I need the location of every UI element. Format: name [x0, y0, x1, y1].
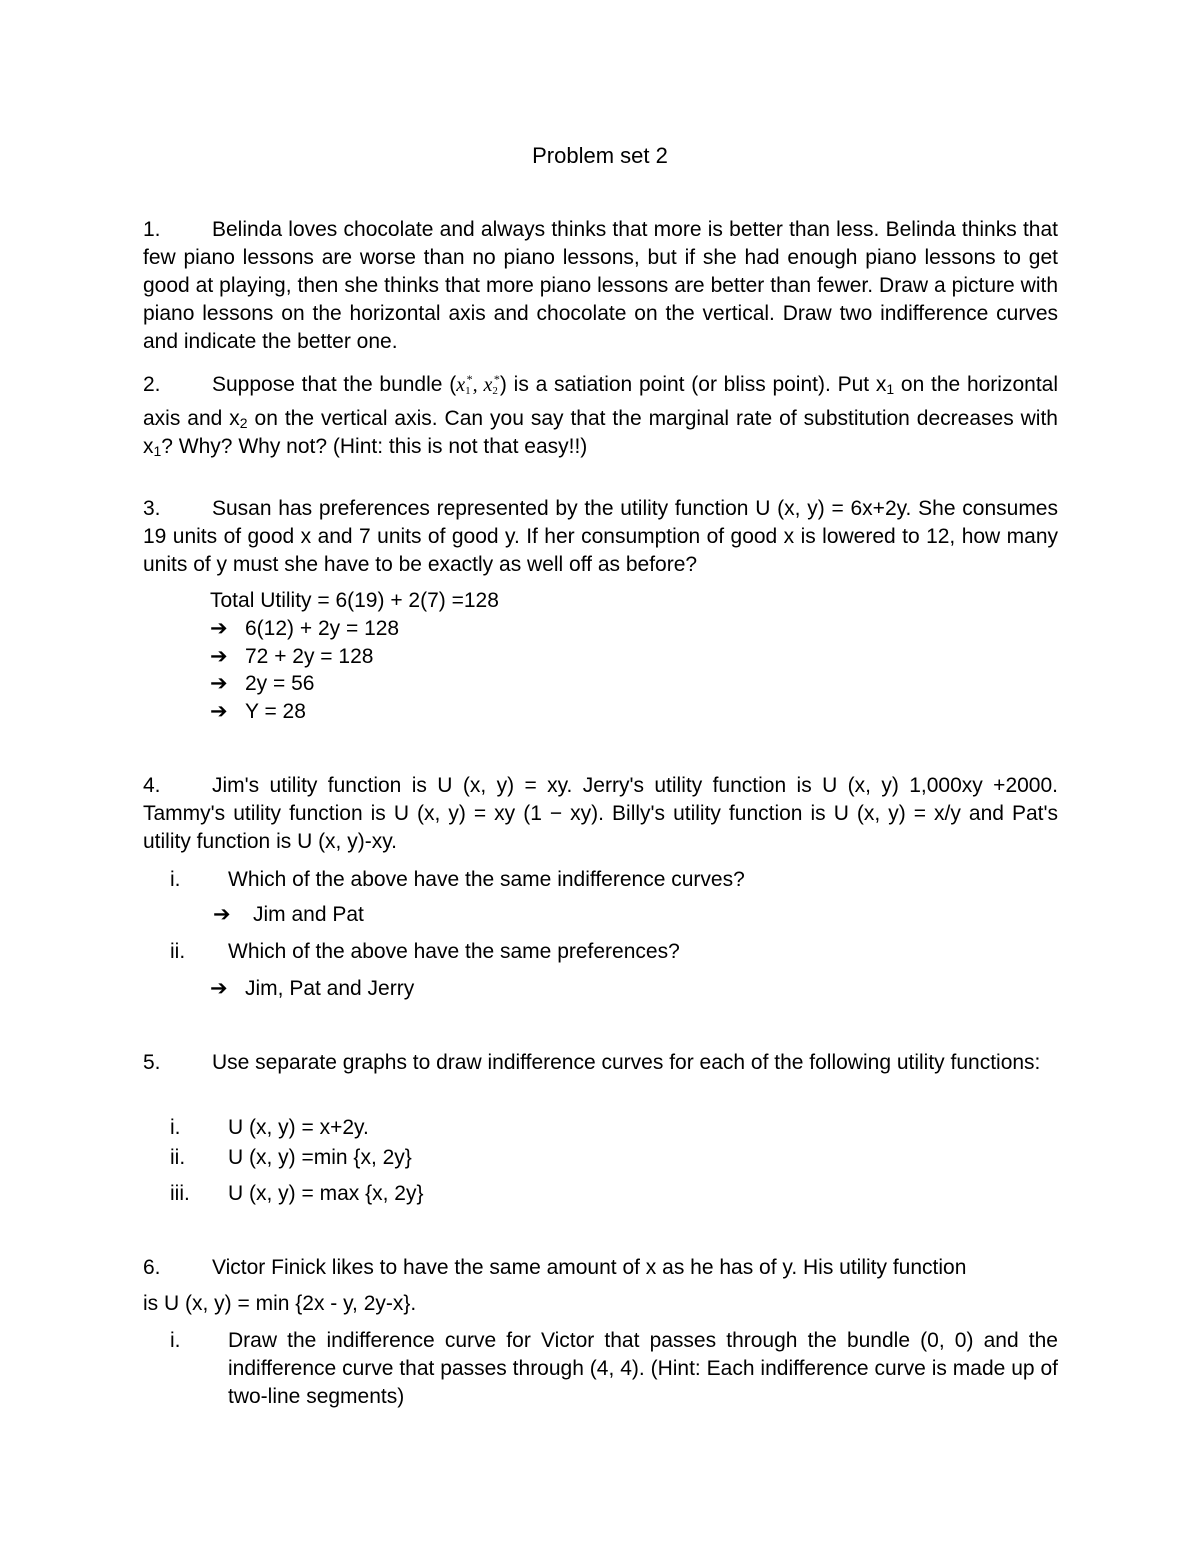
roman-label: i.: [170, 1116, 181, 1139]
question-2: 2. Suppose that the bundle ($x_1^*$, $x_2^*$) is a satiation point (or bliss point). Put $x_1$ on the horizontal axis and $x_2$ on the vertical axis. Can you say that the marginal rate of substitution decreases with $x_1$? Why? Why not? (Hint: this is not that easy!!): [143, 372, 1059, 459]
sub-question-text: U (x, y) =min {x, 2y}: [228, 1146, 412, 1169]
question-text-post: ) is a satiation point (or bliss point). Put x: [499, 373, 887, 396]
roman-label: i.: [170, 1329, 181, 1352]
arrow-icon: ➔: [210, 645, 228, 668]
bliss-x1-symbol: $x_1^*$: [456, 372, 473, 397]
question-text: Use separate graphs to draw indifference curves for each of the following utility functions:: [212, 1051, 1041, 1074]
sub-question-text: Draw the indifference curve for Victor that passes through the bundle (0, 0) and the indifference curve that passes through (4, 4). (Hint: Each indifference curve is made up of two-line segments): [228, 1329, 1058, 1408]
sub-question-text: U (x, y) = x+2y.: [228, 1116, 369, 1139]
question-number: 5.: [143, 1051, 161, 1074]
total-utility-line: Total Utility = 6(19) + 2(7) =128: [210, 589, 499, 612]
page-title: Problem set 2: [532, 143, 668, 168]
answer-4ii: ➔ Jim, Pat and Jerry: [210, 975, 414, 1003]
arrow-icon: ➔: [213, 903, 231, 926]
question-text: Susan has preferences represented by the utility function U (x, y) = 6x+2y. She consumes 19 units of good x and 7 units of good y. If her consumption of good x is lowered to 12, how many units of y must she have to be exactly as well off as before?: [143, 497, 1058, 576]
solution-step: ➔ 2y = 56: [210, 670, 314, 698]
sub-question-text: U (x, y) = max {x, 2y}: [228, 1182, 424, 1205]
question-number: 4.: [143, 774, 161, 797]
question-6-line-2: is U (x, y) = min {2x - y, 2y-x}.: [143, 1292, 417, 1315]
question-number: 1.: [143, 218, 161, 241]
question-3: [143, 495, 1058, 579]
arrow-icon: ➔: [210, 672, 228, 695]
arrow-icon: ➔: [210, 617, 228, 640]
question-text: Belinda loves chocolate and always thinks that more is better than less. Belinda thinks that few piano lessons are worse than no piano lessons, but if she had enough piano lessons to get good at playing, then she thinks that more piano lessons are better than fewer. Draw a picture with piano lessons on the horizontal axis and chocolate on the vertical. Draw two indifference curves and indicate the better one.: [143, 218, 1058, 353]
roman-label: ii.: [170, 1146, 186, 1169]
bliss-x2-symbol: $x_2^*$: [483, 372, 500, 397]
question-number: 3.: [143, 497, 161, 520]
roman-label: iii.: [170, 1182, 190, 1205]
roman-label: ii.: [170, 940, 186, 963]
arrow-icon: ➔: [210, 700, 228, 723]
question-6-line-1: [143, 1254, 966, 1282]
solution-step: ➔ Y = 28: [210, 698, 306, 726]
question-number: 6.: [143, 1256, 161, 1279]
question-text-pre: Suppose that the bundle (: [212, 373, 457, 396]
solution-step: ➔ 72 + 2y = 128: [210, 643, 373, 671]
question-4: [143, 772, 1058, 856]
question-1: [143, 216, 1058, 356]
sub-question-text: Which of the above have the same preferences?: [228, 940, 680, 963]
answer-4i: ➔ Jim and Pat: [213, 901, 364, 929]
roman-label: i.: [170, 868, 181, 891]
question-text: Jim's utility function is U (x, y) = xy. Jerry's utility function is U (x, y) 1,000xy +2000. Tammy's utility function is U (x, y) = xy (1 − xy). Billy's utility function is U (x, y) = x/y and Pat's utility function is U (x, y)-xy.: [143, 774, 1058, 853]
solution-step: ➔ 6(12) + 2y = 128: [210, 615, 399, 643]
arrow-icon: ➔: [210, 977, 228, 1000]
question-text: Victor Finick likes to have the same amount of x as he has of y. His utility function: [212, 1256, 967, 1279]
sub-question-text: Which of the above have the same indifference curves?: [228, 868, 745, 891]
question-5: [143, 1049, 1058, 1077]
question-number: 2.: [143, 373, 161, 396]
